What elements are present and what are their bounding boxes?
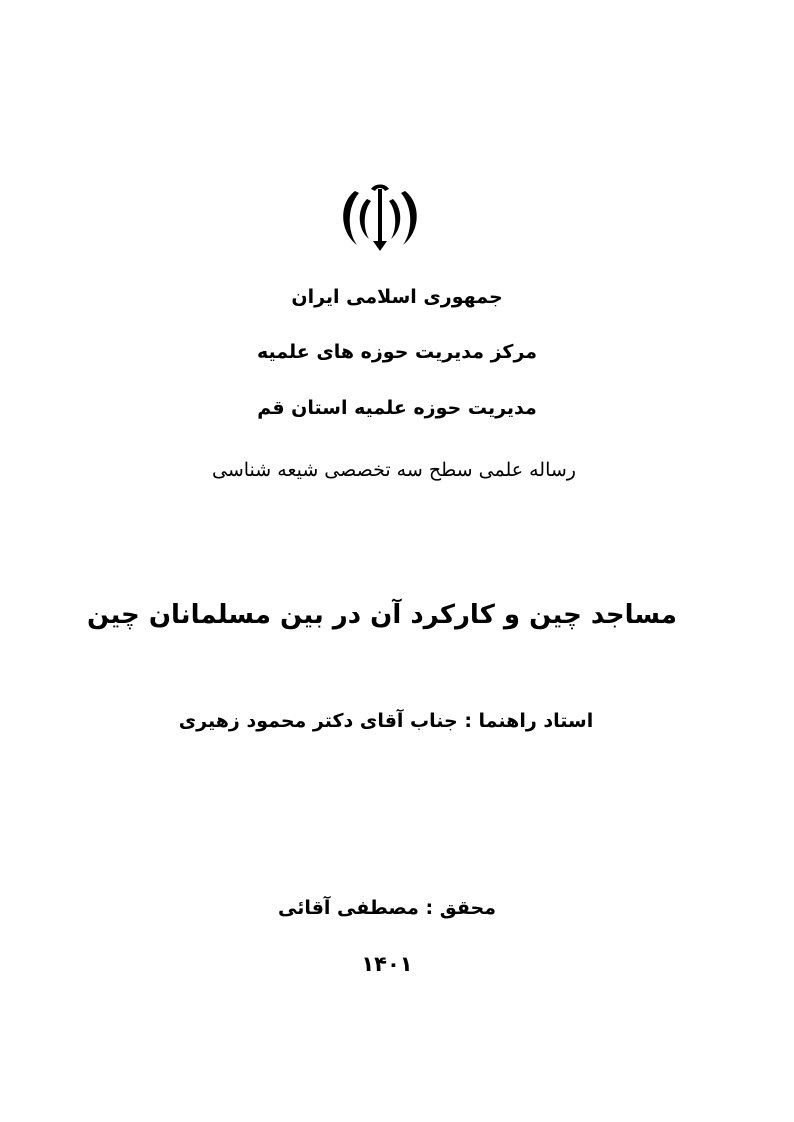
thesis-level: رساله علمی سطح سه تخصصی شیعه شناسی [212, 459, 576, 481]
seminary-center-name: مرکز مدیریت حوزه های علمیه [256, 341, 538, 363]
province-seminary-name: مدیریت حوزه علمیه استان قم [257, 397, 537, 419]
year: ۱۴۰۱ [361, 952, 413, 976]
country-name: جمهوری اسلامی ایران [291, 286, 503, 308]
iran-emblem-icon [337, 183, 423, 253]
researcher-line: محقق : مصطفی آقائی [277, 897, 497, 919]
advisor-line: استاد راهنما : جناب آقای دکتر محمود زهیری [178, 710, 594, 732]
thesis-title: مساجد چین و کارکرد آن در بین مسلمانان چین [87, 600, 677, 630]
